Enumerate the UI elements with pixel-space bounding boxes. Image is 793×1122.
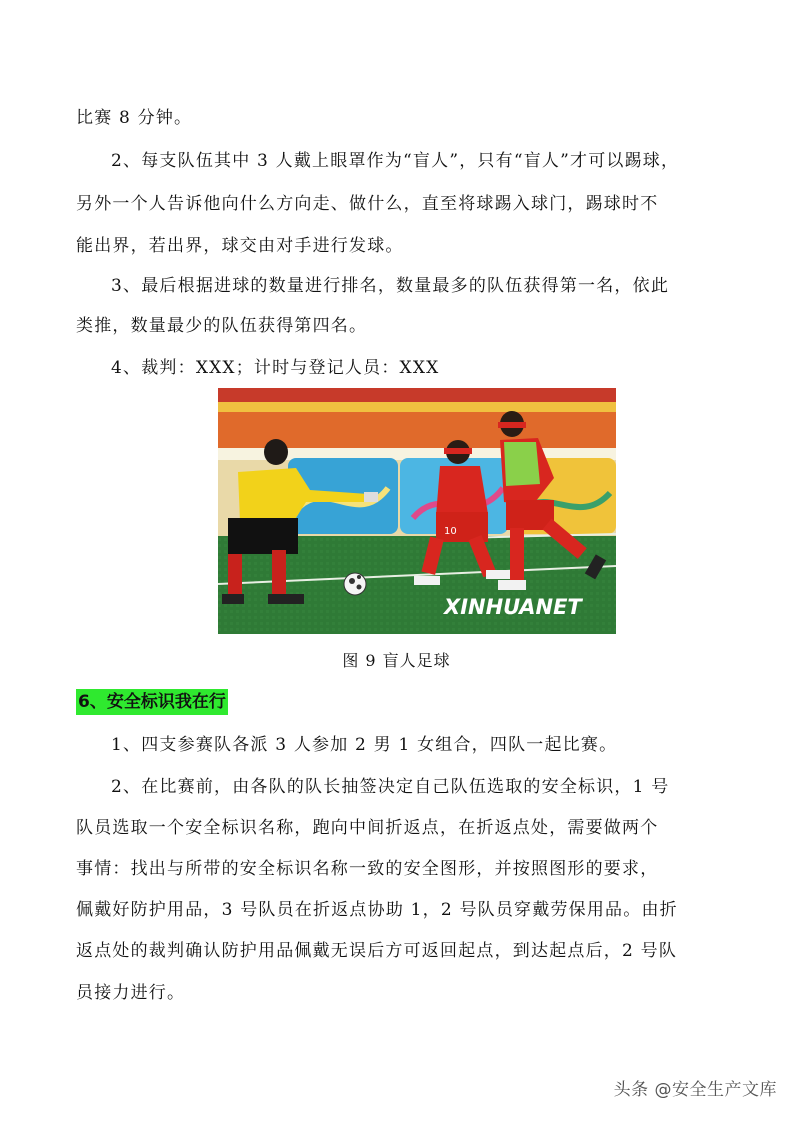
paragraph-line: 4、裁判：XXX；计时与登记人员：XXX: [111, 358, 440, 378]
paragraph-line: 2、在比赛前，由各队的队长抽签决定自己队伍选取的安全标识，1 号: [111, 777, 670, 797]
paragraph-line: 能出界，若出界，球交由对手进行发球。: [76, 236, 404, 256]
paragraph-line: 另外一个人告诉他向什么方向走、做什么，直至将球踢入球门，踢球时不: [76, 194, 659, 214]
shirt-number: 10: [444, 526, 457, 537]
section-heading: 6、安全标识我在行: [76, 689, 228, 715]
paragraph-line: 事情：找出与所带的安全标识名称一致的安全图形，并按照图形的要求，: [76, 859, 659, 879]
paragraph-line: 队员选取一个安全标识名称，跑向中间折返点，在折返点处，需要做两个: [76, 818, 659, 838]
football: [344, 573, 366, 595]
figure-caption: 图 9 盲人足球: [342, 651, 451, 670]
blind-football-photo: [218, 388, 616, 634]
paragraph-line: 1、四支参赛队各派 3 人参加 2 男 1 女组合，四队一起比赛。: [111, 735, 618, 755]
paragraph-line: 佩戴好防护用品，3 号队员在折返点协助 1，2 号队员穿戴劳保用品。由折: [76, 900, 678, 920]
paragraph-line: 比赛 8 分钟。: [76, 108, 193, 128]
paragraph-line: 类推，数量最少的队伍获得第四名。: [76, 316, 368, 336]
photo-watermark-text: XINHUANET: [444, 595, 582, 619]
paragraph-line: 2、每支队伍其中 3 人戴上眼罩作为“盲人”，只有“盲人”才可以踢球，: [111, 151, 680, 171]
paragraph-line: 3、最后根据进球的数量进行排名，数量最多的队伍获得第一名，依此: [111, 276, 670, 296]
paragraph-line: 员接力进行。: [76, 983, 186, 1003]
paragraph-line: 返点处的裁判确认防护用品佩戴无误后方可返回起点，到达起点后，2 号队: [76, 941, 678, 961]
source-watermark: 头条 @安全生产文库: [613, 1080, 777, 1100]
